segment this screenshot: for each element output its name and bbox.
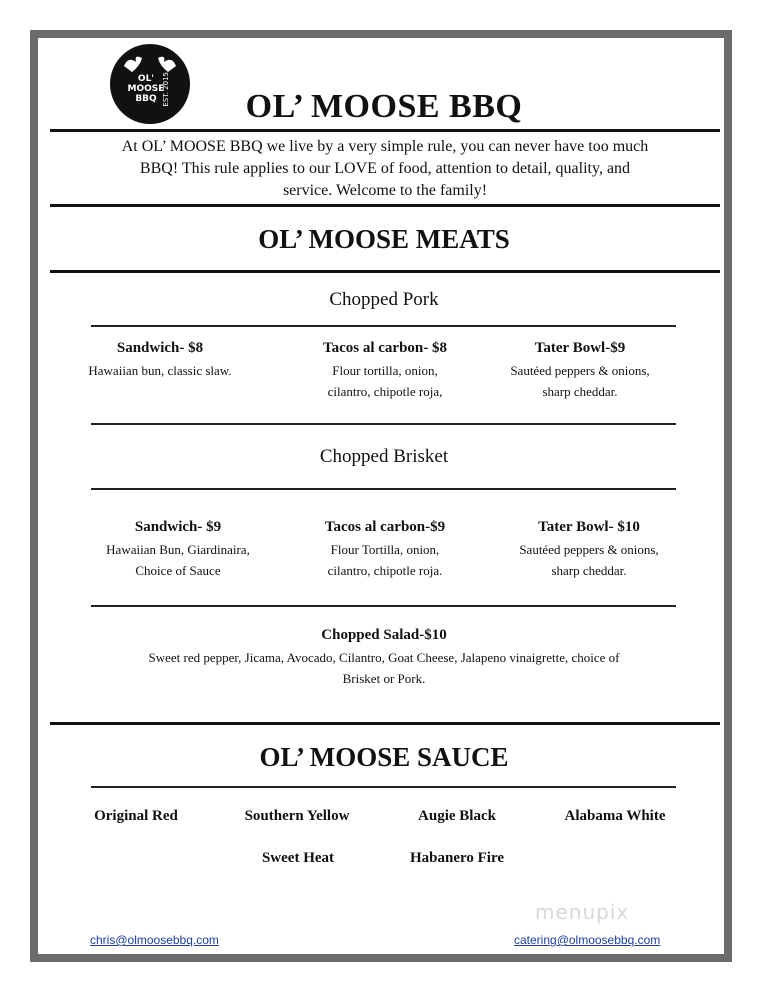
item-description: Flour tortilla, onion, cilantro, chipotle roja, (327, 363, 443, 399)
intro-paragraph: At OL’ MOOSE BBQ we live by a very simple rule, you can never have too much BBQ! This rule applies to our LOVE of food, attention to detail, quality, and service. Welcome to the family! (121, 138, 649, 199)
sauce-item: Southern Yellow (244, 808, 350, 824)
logo-wordmark: OL' MOOSE BBQ (127, 74, 165, 104)
menu-item (300, 519, 470, 581)
divider (91, 325, 676, 327)
sauce-item: Augie Black (418, 808, 496, 824)
item-name: Tater Bowl-$9 (534, 340, 626, 356)
menu-item (490, 340, 670, 402)
item-description: Sautéed peppers & onions, sharp cheddar. (510, 363, 650, 399)
sauce-item: Sweet Heat (261, 850, 335, 866)
menu-item (85, 340, 235, 381)
email-link-chris[interactable]: chris@olmoosebbq.com (90, 933, 219, 947)
menu-item (498, 519, 680, 581)
item-description: Hawaiian Bun, Giardinaira, Choice of Sauce (106, 542, 250, 578)
menu-item (88, 519, 268, 581)
divider (50, 204, 720, 207)
item-name: Tacos al carbon-$9 (324, 519, 446, 535)
email-link-catering[interactable]: catering@olmoosebbq.com (514, 933, 661, 947)
chopped-brisket-title: Chopped Brisket (319, 446, 449, 467)
divider (91, 488, 676, 490)
chopped-pork-title: Chopped Pork (329, 289, 439, 310)
item-name: Chopped Salad-$10 (321, 627, 447, 643)
meats-section-title: OL’ MOOSE MEATS (258, 224, 510, 254)
divider (91, 786, 676, 788)
item-description: Flour Tortilla, onion, cilantro, chipotle roja. (327, 542, 443, 578)
sauce-item: Habanero Fire (409, 850, 505, 866)
divider (50, 722, 720, 725)
item-description: Hawaiian bun, classic slaw. (88, 363, 232, 378)
item-description: Sautéed peppers & onions, sharp cheddar. (519, 542, 659, 578)
logo-established: EST. 2015 (162, 72, 170, 107)
item-name: Tacos al carbon- $8 (322, 340, 448, 356)
watermark: menupix (535, 900, 630, 924)
item-name: Sandwich- $8 (116, 340, 204, 356)
divider (91, 423, 676, 425)
item-description: Sweet red pepper, Jicama, Avocado, Cilantro, Goat Cheese, Jalapeno vinaigrette, choice of Brisket or Pork. (148, 650, 620, 686)
divider (50, 270, 720, 273)
item-name: Tater Bowl- $10 (538, 519, 640, 535)
divider (91, 605, 676, 607)
menu-item-salad (38, 627, 730, 689)
sauce-item: Alabama White (564, 808, 666, 824)
divider (50, 129, 720, 132)
sauce-item: Original Red (94, 808, 178, 824)
item-name: Sandwich- $9 (134, 519, 222, 535)
page-title: OL’ MOOSE BBQ (245, 88, 523, 125)
menu-item (300, 340, 470, 402)
sauce-section-title: OL’ MOOSE SAUCE (259, 742, 509, 772)
